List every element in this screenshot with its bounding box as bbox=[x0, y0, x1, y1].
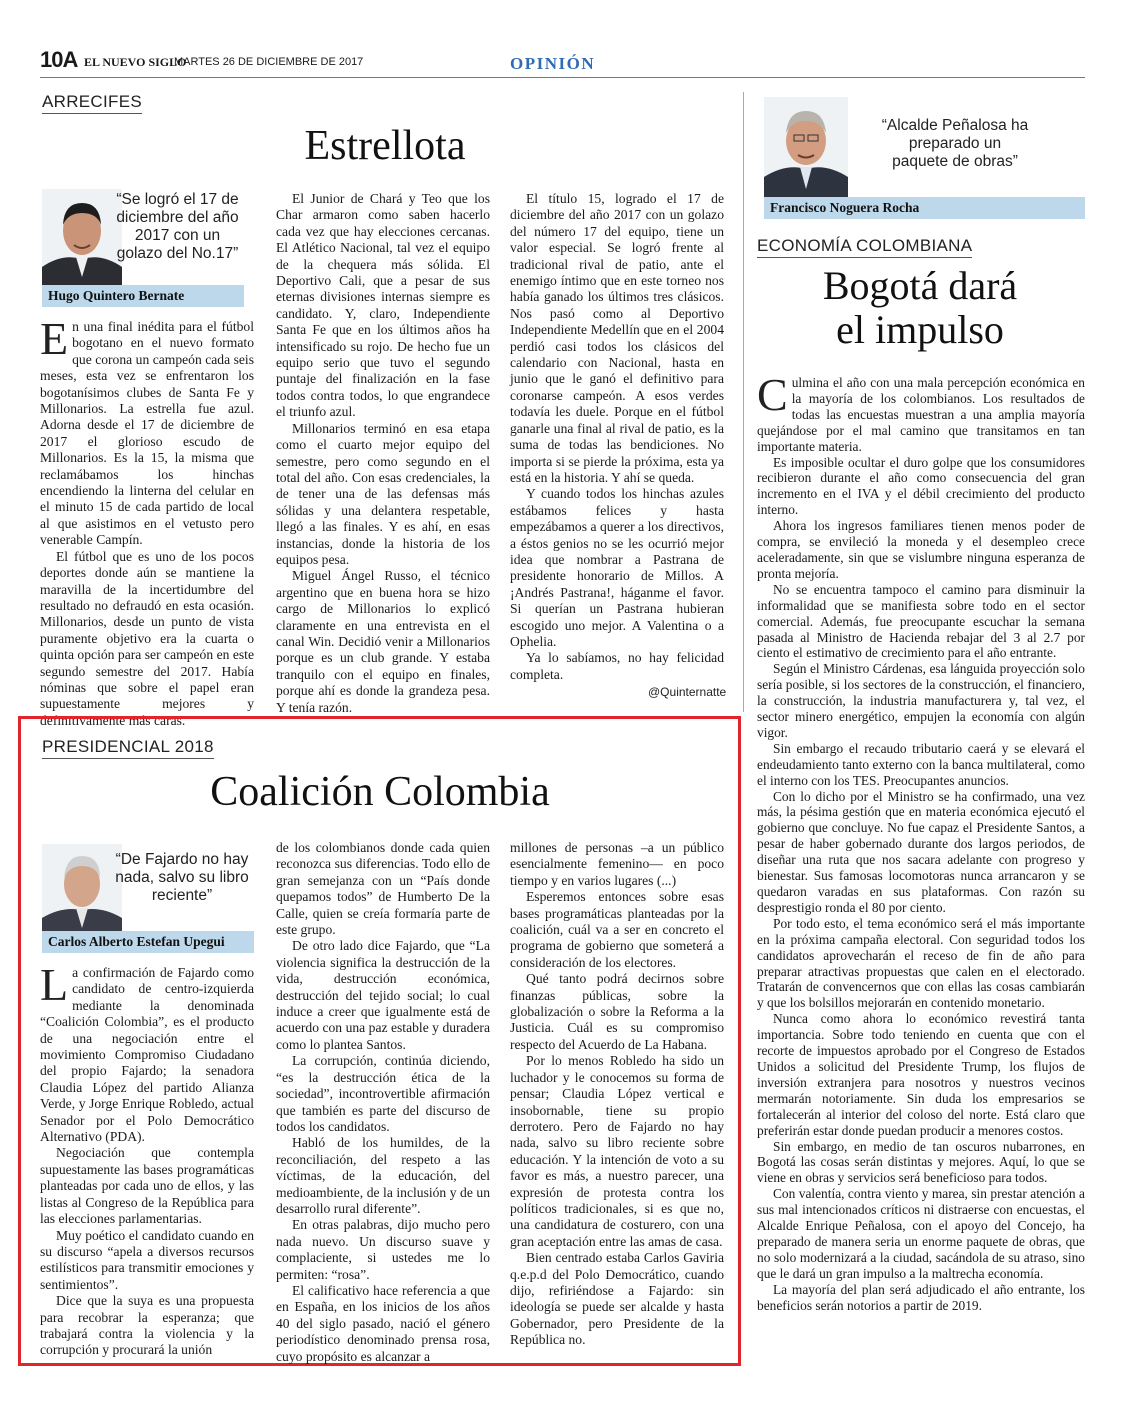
paragraph: Millonarios terminó en esa etapa como el cuarto mejor equipo del semestre, pero como segundo en el total del año. Con esas credenciales, la de tener una de las defensas más sólidas y una delantera respetable, llegó a las finales. Y es ahí, en esas instancias, donde la historia de los equipos pesa. bbox=[276, 420, 490, 567]
paragraph: No se encuentra tampoco el camino para disminuir la informalidad que se manifiesta sobre todo en el sector comercial. Además, fue preocupante escuchar la semana pasada al Ministro de Hacienda rebajar del 3 al 2.7 por ciento el estimativo de crecimiento para el año entrante. bbox=[757, 581, 1085, 661]
arrecifes-title: Estrellota bbox=[304, 123, 466, 169]
paragraph: Sin embargo el recaudo tributario caerá y se elevará el endeudamiento tanto externo con la banca multilateral, como el interno con los TES. Preocupantes anuncios. bbox=[757, 740, 1085, 788]
economia-column bbox=[757, 369, 1085, 1313]
paragraph: Ahora los ingresos familiares tienen menos poder de compra, se envileció la moneda y el desempleo crece aceleradamente, sin que se vislumbre ninguna esperanza de pronta mejoría. bbox=[757, 518, 1085, 581]
presidencial-title: Coalición Colombia bbox=[210, 769, 550, 815]
paragraph: Con valentía, contra viento y marea, sin prestar atención a sus mal intencionados críticos ni distraerse con encuestas, el Alcalde Enrique Peñalosa, con el apoyo del Concejo, ha preparado de manera seria un enorme paquete de obras, que no solo modernizará a la ciudad, sacándola de su atraso, sino que le dará un gran impulso a la maltrecha economía. bbox=[757, 1186, 1085, 1281]
title-line: Bogotá dará bbox=[822, 263, 1018, 308]
presidencial-author: Carlos Alberto Estefan Upegui bbox=[42, 931, 254, 953]
paragraph: El calificativo hace referencia a que en España, en los inicios de los años 40 del siglo pasado, nació el género periodístico denominado prensa rosa, cuyo propósito es alcanzar a bbox=[276, 1282, 490, 1364]
arrecifes-kicker: ARRECIFES bbox=[42, 92, 142, 114]
author-photo-carlos bbox=[42, 844, 122, 934]
paragraph: La corrupción, continúa diciendo, “es la destrucción ética de la sociedad”, incontrovertible afirmación que también es parte del discurso de todos los candidatos. bbox=[276, 1053, 490, 1134]
paragraph: Por lo menos Robledo ha sido un luchador y le conocemos su forma de pensar; Claudia López vertical e insobornable, tiene su propio derrotero. Pero de Fajardo no hay nada, salvo su libro reciente sobre educación. Y la intención de voto a su favor es más, a nuestro parecer, una expresión de protesta contra los políticos tradicionales, si es que no, una candidatura de costurero, con una gran aceptación entre las amas de casa. bbox=[510, 1053, 724, 1249]
economia-title bbox=[770, 264, 1070, 352]
arrecifes-author: Hugo Quintero Bernate bbox=[42, 285, 244, 307]
presidencial-quote: “De Fajardo no hay nada, salvo su libro reciente” bbox=[115, 851, 249, 904]
paragraph: Y cuando todos los hinchas azules estábamos felices y hasta empezábamos a querer a los directivos, a éstos genios no se les ocurrió mejor idea que nombrar a Pastrana de presidente honorario de Millos. A ¡Andrés Pastrana!, háganme el favor. Si querían un Pastrana hubieran escogido uno mejor. A Valentina o a Ophelia. bbox=[510, 486, 724, 649]
paragraph: Esperemos entonces sobre esas bases programáticas planteadas por la coalición, cuál va a ser en concreto el programa de gobierno que someterá a consideración de los electores. bbox=[510, 889, 724, 970]
arrecifes-column-2 bbox=[276, 191, 490, 716]
paragraph: a confirmación de Fajardo como candidato de centro-izquierda mediante la denominada “Coalición Colombia”, es el producto de una negociación entre el movimiento Compromiso Ciudadano del propio Fajardo; la senadora Claudia López del partido Alianza Verde, y Jorge Enrique Robledo, actual Senador por el Polo Democrático Alternativo (PDA). bbox=[40, 965, 254, 1145]
presidencial-column-3 bbox=[510, 840, 724, 1349]
newspaper-name: EL NUEVO SIGLO bbox=[84, 55, 187, 69]
paragraph: Negociación que contempla supuestamente las bases programáticas planteadas por cada uno de ellos, y las listas al Congreso de la República para las elecciones parlamentarias. bbox=[40, 1145, 254, 1227]
paragraph: de los colombianos donde cada quien reconozca sus diferencias. Todo ello de gran semejanza con un “País donde quepamos todos” de Humberto De la Calle, quien se creía formaría parte de este grupo. bbox=[276, 840, 490, 938]
paragraph: ulmina el año con una mala percepción económica en la mayoría de los colombianos. Los resultados de todas las encuestas muestran a una amplia mayoría quejándose por el mal camino que transitamos en tan importante materia. bbox=[757, 375, 1085, 454]
paragraph: La mayoría del plan será adjudicado el año entrante, los beneficios serán notorios a partir de 2019. bbox=[757, 1281, 1085, 1313]
paragraph: Sin embargo, en medio de tan oscuros nubarrones, en Bogotá las cosas serán distintas y mejores. Aquí, lo que se viene en obras y servicios será beneficioso para todos. bbox=[757, 1138, 1085, 1186]
presidencial-column-2 bbox=[276, 840, 490, 1365]
presidencial-column-1 bbox=[40, 959, 254, 1359]
paragraph: Con lo dicho por el Ministro se ha confirmado, una vez más, la pésima gestión que en materia económica ejecutó el gobierno que concluye. No fue capaz el Presidente Santos, a pesar de haber gobernado durante dos largos periodos, de diseñar una ruta que nos sacara adelante con progreso y bienestar. Sus famosas locomotoras nunca arrancaron y se quedaron varadas en sus plataformas. Con razón su desprestigio ronda el 80 por ciento. bbox=[757, 788, 1085, 915]
paragraph: Qué tanto podrá decirnos sobre finanzas públicas, sobre la globalización o sobre la Reforma a la Justicia. Cuál es su compromiso respecto del Acuerdo de La Habana. bbox=[510, 971, 724, 1052]
author-handle: @Quinternatte bbox=[648, 685, 727, 699]
paragraph: millones de personas –a un público esencialmente femenino— en poco tiempo y en varios lugares (...) bbox=[510, 840, 724, 888]
paragraph: El fútbol que es uno de los pocos deportes donde aún se mantiene la maravilla de la incertidumbre del resultado no defraudó en esta ocasión. Millonarios, desde un punto de vista puramente objetivo era la cuarta o quinta opción para ser campeón en este segundo semestre del 2017. Había nóminas que sobre el papel eran supuestamente mejores y definitivamente más caras. bbox=[40, 548, 254, 728]
issue-date: MARTES 26 DE DICIEMBRE DE 2017 bbox=[174, 56, 364, 68]
economia-dropcap: C bbox=[757, 369, 788, 420]
paragraph: Es imposible ocultar el duro golpe que los consumidores recibieron durante el año como consecuencia del gran incremento en el IVA y el débil crecimiento del producto interno. bbox=[757, 454, 1085, 518]
arrecifes-column-1 bbox=[40, 313, 254, 729]
arrecifes-quote: “Se logró el 17 de diciembre del año 2017 con un golazo del No.17” bbox=[116, 191, 239, 262]
header-rule bbox=[40, 77, 1085, 78]
paragraph: Por todo esto, el tema económico será el más importante en la próxima campaña electoral. Con seguridad todos los candidatos aprovecharán el receso de fin de año para preparar atractivas propuestas que calen en el electorado. Tratarán de convencernos que con ellas las cosas cambiarán y que los bolsillos mejorarán en contenido monetario. bbox=[757, 915, 1085, 1011]
paragraph: De otro lado dice Fajardo, que “La violencia significa la destrucción de la vida, destrucción económica, destrucción del tejido social; lo cual induce a creer que igualmente está de acuerdo con una paz estable y duradera como lo plantea Santos. bbox=[276, 938, 490, 1052]
paragraph: En otras palabras, dijo mucho pero nada nuevo. Un discurso suave y complaciente, si ustedes me lo permiten: “rosa”. bbox=[276, 1217, 490, 1282]
paragraph: El título 15, logrado el 17 de diciembre del año 2017 con un golazo del número 17 del equipo, tiene un valor especial. Se logró frente al tradicional rival de patio, ante el enemigo íntimo que en este torneo nos había ganado los últimos tres clásicos. Nos pasó como al Deportivo Independiente Medellín que en el 2004 perdió casi todos los clásicos del calendario con Nacional, hasta en junio que le ganó el definitivo para coronarse campeón. A esos verdes todavía les duele. Porque en el fútbol ganarle una final al rival de patio, es la suma de todas las bendiciones. No importa si se pierde la próxima, esta ya está en la historia. Y ahí se queda. bbox=[510, 191, 724, 485]
paragraph: Dice que la suya es una propuesta para recobrar la esperanza; que trabajará contra la violencia y la corrupción y procurará la unión bbox=[40, 1293, 254, 1358]
author-photo-francisco bbox=[764, 97, 848, 197]
paragraph: Muy poético el candidato cuando en su discurso “apela a diversos recursos estilísticos para transmitir emociones y sentimientos”. bbox=[40, 1227, 254, 1292]
paragraph: Bien centrado estaba Carlos Gaviria q.e.p.d del Polo Democrático, cuando dijo, refiriéndose a Fajardo: sin ideología se puede ser alcalde y hasta Gobernador, pero Presidente de la República no. bbox=[510, 1250, 724, 1348]
paragraph: El Junior de Chará y Teo que los Char armaron como saben hacerlo cada vez que hay elecciones cercanas. El Atlético Nacional, tal vez el equipo de la chequera más sólida. El Deportivo Cali, que a pesar de sus eternas divisiones internas siempre es candidato. Y, claro, Independiente Santa Fe que en los últimos años ha intensificado su rojo. De hecho fue un equipo serio que tuvo el segundo puntaje del finalización en la fase todos contra todos, lo que engrandece el triunfo azul. bbox=[276, 191, 490, 420]
paragraph: Miguel Ángel Russo, el técnico argentino que en buena hora se hizo cargo de Millonarios lo explicó claramente en una entrevista en el canal Win. Decidió venir a Millonarios porque es un club grande. Y estaba tranquilo con el equipo en finales, porque ahí es donde la grandeza pesa. Y tenía razón. bbox=[276, 568, 490, 715]
page-number: 10A bbox=[40, 47, 78, 72]
arrecifes-column-3 bbox=[510, 191, 724, 683]
paragraph: Ya lo sabíamos, no hay felicidad completa. bbox=[510, 650, 724, 682]
presidencial-kicker: PRESIDENCIAL 2018 bbox=[42, 737, 214, 759]
section-name: OPINIÓN bbox=[510, 54, 596, 73]
paragraph: Habló de los humildes, de la reconciliación, del respeto a las víctimas, de la educación, del medioambiente, de la inclusión y de un desarrollo rural diferente”. bbox=[276, 1135, 490, 1216]
column-divider bbox=[743, 92, 744, 712]
economia-quote: “Alcalde Peñalosa ha preparado un paquete de obras” bbox=[881, 117, 1029, 170]
paragraph: Según el Ministro Cárdenas, esa lánguida proyección solo sería posible, si los sectores de la construcción, el financiero, la construcción, la industria manufacturera y, tal vez, el sector minero energético, empujen la economía con algún vigor. bbox=[757, 661, 1085, 740]
economia-author: Francisco Noguera Rocha bbox=[764, 197, 1085, 219]
arrecifes-dropcap: E bbox=[40, 313, 69, 364]
presidencial-dropcap: L bbox=[40, 959, 69, 1010]
paragraph: n una final inédita para el fútbol bogotano en el nuevo formato que corona un campeón cada seis meses, esta vez se enfrentaron los bogotanísimos clubes de Santa Fe y Millonarios. La estrella fue azul. Adorna desde el 17 de diciembre de 2017 el glorioso escudo de Millonarios. Es la 15, la misma que reclamábamos los hinchas encendiendo la linterna del celular en el minuto 15 de cada partido de local al que asistimos en el vetusto pero venerable Campín. bbox=[40, 319, 254, 548]
title-line: el impulso bbox=[836, 307, 1004, 352]
paragraph: Nunca como ahora lo económico revestirá tanta importancia. Sobre todo teniendo en cuenta que con el recorte de impuestos aprobado por el Congreso de Estados Unidos a solicitud del Presidente Trump, los flujos de inversión extranjera para nosotros y nuestros vecinos mermarán notoriamente. Sin duda los empresarios se fortalecerán al interior del coloso del norte. Está claro que preferirán estar donde puedan producir a menores costos. bbox=[757, 1011, 1085, 1138]
economia-kicker: ECONOMÍA COLOMBIANA bbox=[757, 236, 972, 258]
